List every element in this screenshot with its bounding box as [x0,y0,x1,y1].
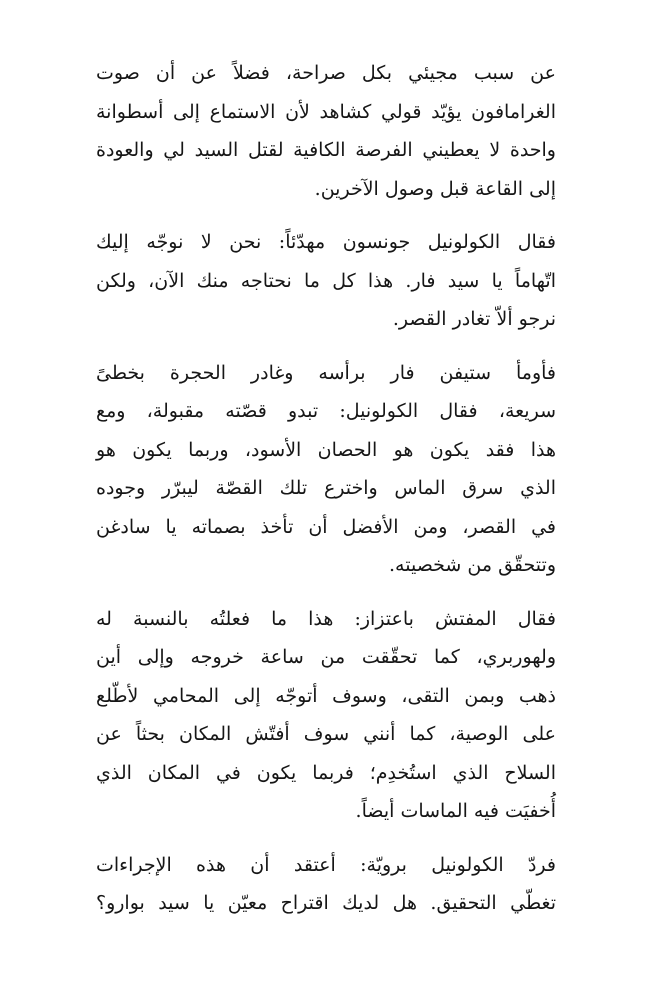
text-line: ولهوربري، كما تحقّقت من ساعة خروجه وإلى أين [96,646,556,668]
text-line: فردّ الكولونيل برويّة: أعتقد أن هذه الإجراءات [96,853,556,876]
text-line: الغرامافون يؤيّد قولي كشاهد لأن الاستماع إلى أسطوانة [96,100,556,123]
text-line: الذي سرق الماس واخترع تلك القصّة ليبرّر وجوده [96,477,556,499]
book-page [96,54,556,923]
paragraph-1 [96,54,556,208]
text-line: على الوصية، كما أنني سوف أفتّش المكان بحثاً عن [96,723,556,745]
text-line: تغطّي التحقيق. هل لديك اقتراح معيّن يا سيد بوارو؟ [96,892,556,914]
text-line: في القصر، ومن الأفضل أن تأخذ بصماته يا سادغن [96,515,556,538]
text-line: ذهب وبمن التقى، وسوف أتوجّه إلى المحامي لأطّلع [96,684,556,707]
text-line: اتّهاماً يا سيد فار. هذا كل ما نحتاجه منك الآن، ولكن [96,269,556,292]
text-line: نرجو ألاّ تغادر القصر. [392,308,556,330]
text-line: فأومأ ستيفن فار برأسه وغادر الحجرة بخطىً [96,361,556,384]
paragraph-2 [96,223,556,339]
text-line: سريعة، فقال الكولونيل: تبدو قصّته مقبولة، ومع [96,400,556,422]
text-line: وتتحقّق من شخصيته. [389,554,556,576]
text-line: هذا فقد يكون هو الحصان الأسود، وربما يكون هو [96,438,556,461]
text-line: السلاح الذي استُخدِم؛ فربما يكون في المكان الذي [96,761,556,784]
text-line: أُخفيَت فيه الماسات أيضاً. [355,800,556,822]
paragraph-5 [96,846,556,923]
text-line: إلى القاعة قبل وصول الآخرين. [314,177,556,200]
paragraph-3 [96,354,556,585]
text-line: فقال المفتش باعتزاز: هذا ما فعلتُه بالنسبة له [96,607,556,630]
text-line: فقال الكولونيل جونسون مهدّئاً: نحن لا نوجّه إليك [96,231,556,253]
text-line: واحدة لا يعطيني الفرصة الكافية لقتل السيد لي والعودة [96,139,556,161]
text-line: عن سبب مجيئي بكل صراحة، فضلاً عن أن صوت [96,62,556,84]
paragraph-4 [96,600,556,831]
